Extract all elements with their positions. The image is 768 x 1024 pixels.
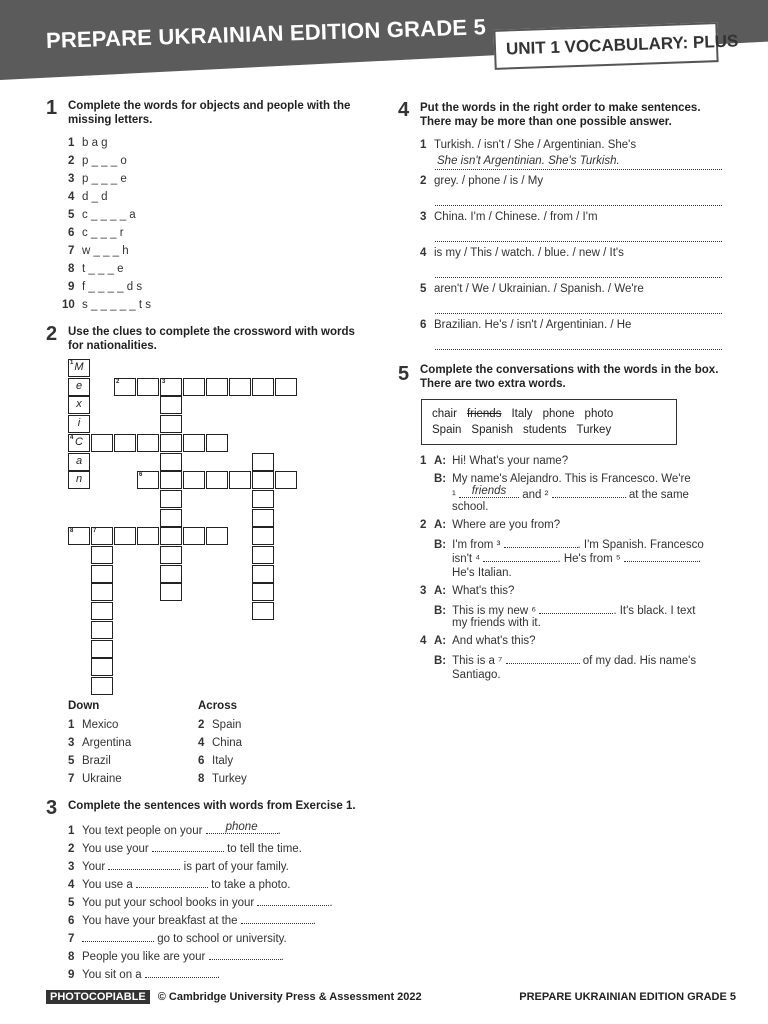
answer-blank[interactable]: [108, 858, 180, 870]
cell-number: 4: [70, 434, 74, 441]
box-word: phone: [542, 408, 575, 420]
answer-line[interactable]: [435, 169, 722, 170]
dialogue-line: [452, 668, 501, 682]
clue-number: 6: [198, 755, 205, 767]
clue-number: 2: [198, 719, 205, 731]
word-box: [421, 399, 677, 445]
clue-text: China: [212, 737, 243, 749]
clue-across: [198, 772, 247, 786]
dialogue-text: . I'm Spanish. Francesco: [577, 539, 704, 551]
sentence-start: You have your breakfast at the: [82, 915, 241, 927]
box-word: chair: [432, 408, 457, 420]
crossword-cell[interactable]: [252, 509, 274, 527]
crossword-cell[interactable]: [252, 527, 274, 545]
crossword-cell[interactable]: [206, 527, 228, 545]
sentence-start: People you like are your: [82, 951, 209, 963]
answer-line[interactable]: [435, 277, 722, 278]
dialogue-text: school.: [452, 501, 489, 513]
sentence-item: [68, 822, 281, 838]
sentence-item: [68, 912, 316, 928]
crossword-cell[interactable]: [68, 453, 90, 471]
speaker-label: A:: [434, 585, 447, 597]
speaker-label: B:: [434, 473, 447, 485]
cell-number: 6: [139, 472, 143, 479]
answer-line[interactable]: [435, 205, 722, 206]
answer-text: friends: [471, 485, 507, 497]
dialogue-line: [452, 566, 512, 580]
dialogue-text: of my dad. His name's: [579, 655, 697, 667]
crossword-cell[interactable]: [68, 396, 90, 414]
cell-number: 2: [116, 378, 120, 385]
crossword-cell[interactable]: [183, 434, 205, 452]
item-number: 2: [68, 155, 75, 167]
exercise-5-instruction: Complete the conversations with the words in the box. There are two extra words.: [420, 364, 719, 390]
sentence-end: go to school or university.: [154, 933, 287, 945]
crossword-cell[interactable]: [229, 471, 251, 489]
clue-text: Mexico: [82, 719, 119, 731]
clue-down: [68, 772, 122, 786]
crossword-cell[interactable]: [252, 453, 274, 471]
clue-text: Spain: [212, 719, 242, 731]
sentence-item: [68, 840, 302, 856]
crossword-cell[interactable]: [68, 415, 90, 433]
item-number: 3: [68, 173, 75, 185]
list-item: [68, 208, 136, 222]
answer-blank[interactable]: [257, 894, 329, 906]
sentence-item: [68, 966, 220, 982]
scramble-item: [420, 318, 631, 332]
word-gaps[interactable]: c _ _ _ r: [82, 227, 124, 239]
item-number: 1: [68, 137, 75, 149]
word-gaps[interactable]: t _ _ _ e: [82, 263, 124, 275]
exercise-4-number: 4: [398, 99, 410, 121]
dialogue-text: ¹: [452, 489, 460, 501]
item-number: 6: [420, 319, 427, 331]
word-gaps[interactable]: p _ _ _ o: [82, 155, 127, 167]
item-number: 4: [420, 247, 427, 259]
crossword-cell[interactable]: [91, 434, 113, 452]
crossword-cell[interactable]: [252, 565, 274, 583]
crossword-cell[interactable]: [160, 583, 182, 601]
scrambled-words: China. I'm / Chinese. / from / I'm: [434, 211, 598, 223]
answer-blank[interactable]: [241, 912, 313, 924]
crossword-cell[interactable]: [91, 621, 113, 639]
dialogue-text: Where are you from?: [452, 519, 561, 531]
sentence-start: Your: [82, 861, 109, 873]
dialogue-text: isn't ⁴: [452, 553, 484, 565]
cell-letter: M: [74, 361, 84, 373]
sentence-item: [68, 930, 287, 946]
dialogue-text: I'm from ³: [452, 539, 504, 551]
list-item: [68, 136, 108, 150]
crossword-cell[interactable]: [160, 565, 182, 583]
clue-number: 5: [68, 755, 75, 767]
dialogue-text: This is a ⁷: [452, 655, 506, 667]
cell-number: 3: [162, 378, 166, 385]
exercise-4-instruction: Put the words in the right order to make sentences. There may be more than one possible answer.: [420, 102, 701, 128]
dialogue-text: This is my new ⁶: [452, 605, 540, 617]
photocopiable-badge: PHOTOCOPIABLE: [46, 990, 150, 1004]
answer-blank[interactable]: [504, 536, 578, 548]
cell-number: 8: [70, 528, 74, 535]
sentence-end: .: [280, 951, 284, 963]
cell-number: 1: [70, 360, 74, 366]
dialogue-text: and ²: [519, 489, 552, 501]
crossword-cell[interactable]: [114, 527, 136, 545]
crossword-cell[interactable]: [183, 471, 205, 489]
speaker-label: A:: [434, 519, 447, 531]
dialogue-line: [434, 652, 696, 668]
answer-blank[interactable]: [506, 652, 580, 664]
answer-line[interactable]: [435, 241, 722, 242]
sentence-item: [68, 876, 290, 892]
sentence-end: .: [216, 969, 221, 981]
scrambled-words: is my / This / watch. / blue. / new / It's: [434, 247, 624, 259]
dialogue-line: [452, 500, 488, 514]
item-number: 4: [68, 879, 75, 891]
crossword-cell[interactable]: [252, 378, 274, 396]
crossword-cell[interactable]: [68, 359, 90, 377]
crossword-cell[interactable]: [160, 490, 182, 508]
speaker-label: B:: [434, 655, 447, 667]
dialogue-text: Hi! What's your name?: [452, 455, 569, 467]
scrambled-words: Turkish. / isn't / She / Argentinian. She's: [434, 139, 637, 151]
clue-number: 4: [198, 737, 205, 749]
clue-across: [198, 736, 242, 750]
clue-down: [68, 718, 118, 732]
exercise-1-number: 1: [46, 97, 58, 119]
speaker-label: B:: [434, 605, 447, 617]
answer-blank[interactable]: [459, 486, 519, 498]
cell-number: 7: [93, 528, 97, 535]
box-word: photo: [584, 408, 614, 420]
crossword-cell[interactable]: [160, 378, 182, 396]
clue-down: [68, 736, 131, 750]
exercise-3-instruction: Complete the sentences with words from Exercise 1.: [68, 800, 356, 812]
clue-down: [68, 754, 111, 768]
clue-text: Ukraine: [82, 773, 122, 785]
sentence-start: You use a: [82, 879, 136, 891]
dialogue-text: . It's black. I text: [613, 605, 696, 617]
sentence-item: [68, 948, 284, 964]
item-number: 3: [420, 585, 427, 597]
word-gaps[interactable]: p _ _ _ e: [82, 173, 127, 185]
answer-blank[interactable]: [152, 840, 224, 852]
clue-text: Italy: [212, 755, 234, 767]
crossword-cell[interactable]: [91, 640, 113, 658]
sentence-item: [68, 894, 333, 910]
item-number: 2: [68, 843, 75, 855]
answer-text: phone: [225, 821, 258, 833]
box-word: friends: [466, 408, 502, 420]
list-item: [68, 262, 124, 276]
crossword-cell[interactable]: [160, 471, 182, 489]
answer-blank[interactable]: [136, 876, 208, 888]
sentence-end: to tell the time.: [223, 843, 302, 855]
answer-blank[interactable]: [552, 486, 626, 498]
crossword-cell[interactable]: [183, 378, 205, 396]
crossword-cell[interactable]: [252, 490, 274, 508]
dialogue-line: [420, 634, 536, 648]
crossword-cell[interactable]: [137, 527, 159, 545]
unit-title: UNIT 1 VOCABULARY: PLUS: [505, 31, 739, 59]
answer-blank[interactable]: [82, 930, 154, 942]
exercise-5-number: 5: [398, 363, 410, 385]
exercise-2-number: 2: [46, 323, 58, 345]
footer-right: PREPARE UKRAINIAN EDITION GRADE 5: [519, 991, 736, 1003]
crossword-cell[interactable]: [252, 471, 274, 489]
clue-number: 1: [68, 719, 75, 731]
scramble-item: [420, 210, 598, 224]
item-number: 5: [68, 209, 75, 221]
list-item: [62, 298, 151, 312]
crossword-cell[interactable]: [114, 434, 136, 452]
crossword-cell[interactable]: [68, 434, 90, 452]
box-word: Spain: [432, 424, 462, 436]
item-number: 8: [68, 263, 75, 275]
answer-line[interactable]: [435, 349, 722, 350]
exercise-2-instruction: Use the clues to complete the crossword with words for nationalities.: [68, 326, 355, 352]
answer-blank[interactable]: [624, 550, 698, 562]
item-number: 4: [68, 191, 75, 203]
crossword-cell[interactable]: [206, 378, 228, 396]
sentence-end: to take a photo.: [207, 879, 291, 891]
crossword-cell[interactable]: [91, 546, 113, 564]
scramble-item: [420, 282, 644, 296]
item-number: 8: [68, 951, 75, 963]
item-number: 5: [420, 283, 427, 295]
crossword-cell[interactable]: [206, 471, 228, 489]
item-number: 6: [68, 227, 75, 239]
dialogue-text: He's Italian.: [452, 567, 512, 579]
crossword-cell[interactable]: [252, 546, 274, 564]
crossword-cell[interactable]: [137, 434, 159, 452]
crossword-cell[interactable]: [183, 527, 205, 545]
answer-blank[interactable]: [483, 550, 557, 562]
list-item: [68, 172, 127, 186]
crossword-cell[interactable]: [160, 546, 182, 564]
scramble-item: [420, 246, 624, 260]
sentence-start: You text people on your: [82, 825, 206, 837]
item-number: 9: [68, 281, 75, 293]
item-number: 3: [420, 211, 427, 223]
scrambled-words: Brazilian. He's / isn't / Argentinian. / He: [434, 319, 632, 331]
across-heading: Across: [198, 700, 237, 712]
cell-letter: C: [75, 435, 83, 448]
crossword-cell[interactable]: [160, 509, 182, 527]
item-number: 1: [68, 825, 75, 837]
speaker-label: A:: [434, 455, 447, 467]
crossword-cell[interactable]: [68, 378, 90, 396]
box-word: Italy: [511, 408, 533, 420]
crossword-cell[interactable]: [160, 434, 182, 452]
scrambled-words: grey. / phone / is / My: [434, 175, 544, 187]
clue-text: Argentina: [82, 737, 132, 749]
crossword-cell[interactable]: [206, 434, 228, 452]
word-gaps[interactable]: w _ _ _ h: [82, 245, 129, 257]
clue-number: 8: [198, 773, 205, 785]
list-item: [68, 244, 129, 258]
item-number: 5: [68, 897, 75, 909]
word-box-row-2: [432, 424, 621, 436]
sample-answer: She isn't Argentinian. She's Turkish.: [437, 155, 620, 167]
item-number: 2: [420, 519, 427, 531]
dialogue-text: What's this?: [452, 585, 515, 597]
footer-left: [46, 991, 422, 1003]
word-gaps[interactable]: b a g: [82, 137, 108, 149]
box-word: Spanish: [471, 424, 513, 436]
crossword-cell[interactable]: [160, 453, 182, 471]
word-gaps[interactable]: d _ d: [82, 191, 108, 203]
dialogue-text: . He's from ⁵: [557, 553, 624, 565]
sentence-start: You sit on a: [82, 969, 145, 981]
clue-across: [198, 718, 241, 732]
crossword-cell[interactable]: [91, 527, 113, 545]
list-item: [68, 154, 127, 168]
list-item: [68, 190, 108, 204]
clue-number: 3: [68, 737, 75, 749]
crossword-cell[interactable]: [160, 527, 182, 545]
answer-blank[interactable]: [539, 602, 613, 614]
sentence-end: .: [312, 915, 316, 927]
item-number: 1: [420, 455, 427, 467]
sentence-end: .: [277, 825, 281, 837]
crossword-cell[interactable]: [137, 378, 159, 396]
dialogue-line: [420, 454, 568, 468]
exercise-3-number: 3: [46, 797, 58, 819]
sentence-end: .: [329, 897, 333, 909]
down-heading: Down: [68, 700, 100, 712]
dialogue-text: my friends with it.: [452, 617, 541, 629]
dialogue-text: Santiago.: [452, 669, 501, 681]
crossword-cell[interactable]: [91, 583, 113, 601]
unit-label-box: [493, 22, 739, 70]
crossword-cell[interactable]: [91, 677, 113, 695]
speaker-label: A:: [434, 635, 447, 647]
clue-text: Brazil: [82, 755, 111, 767]
word-gaps[interactable]: f _ _ _ _ d s: [82, 281, 143, 293]
dialogue-text: .: [697, 553, 702, 565]
dialogue-text: My name's Alejandro. This is Francesco. We're: [452, 473, 691, 485]
answer-blank[interactable]: [209, 948, 281, 960]
scramble-item: [420, 138, 636, 152]
crossword-cell[interactable]: [91, 658, 113, 676]
exercise-1-instruction: Complete the words for objects and people with the missing letters.: [68, 100, 351, 126]
speaker-label: B:: [434, 539, 447, 551]
item-number: 10: [62, 299, 75, 311]
answer-line[interactable]: [435, 313, 722, 314]
crossword-cell[interactable]: [275, 471, 297, 489]
crossword-cell[interactable]: [91, 565, 113, 583]
clue-number: 7: [68, 773, 75, 785]
word-gaps[interactable]: c _ _ _ _ a: [82, 209, 136, 221]
copyright-text: © Cambridge University Press & Assessment 2022: [157, 991, 422, 1003]
crossword-cell[interactable]: [252, 583, 274, 601]
box-word: Turkey: [576, 424, 612, 436]
page-title: PREPARE UKRAINIAN EDITION GRADE 5: [45, 14, 487, 53]
dialogue-line: [452, 616, 541, 630]
crossword-cell[interactable]: [114, 378, 136, 396]
clue-across: [198, 754, 233, 768]
word-gaps[interactable]: s _ _ _ _ _ t s: [82, 299, 152, 311]
crossword-cell[interactable]: [252, 602, 274, 620]
item-number: 1: [420, 139, 427, 151]
dialogue-line: [452, 550, 701, 566]
scrambled-words: aren't / We / Ukrainian. / Spanish. / We're: [434, 283, 644, 295]
answer-blank[interactable]: [206, 822, 278, 834]
word-box-row-1: [432, 408, 623, 420]
crossword-cell[interactable]: [229, 378, 251, 396]
dialogue-text: at the same: [625, 489, 689, 501]
item-number: 3: [68, 861, 75, 873]
crossword-cell[interactable]: [68, 471, 90, 489]
crossword-cell[interactable]: [68, 527, 90, 545]
scramble-item: [420, 174, 543, 188]
item-number: 7: [68, 933, 75, 945]
item-number: 6: [68, 915, 75, 927]
crossword-cell[interactable]: [160, 415, 182, 433]
cell-letter: i: [77, 417, 81, 430]
box-word: students: [522, 424, 567, 436]
item-number: 2: [420, 175, 427, 187]
cell-letter: e: [75, 379, 83, 392]
sentence-start: You use your: [82, 843, 152, 855]
answer-blank[interactable]: [145, 966, 217, 978]
dialogue-line: [420, 518, 560, 532]
cell-letter: n: [75, 473, 83, 486]
item-number: 7: [68, 245, 75, 257]
crossword-cell[interactable]: [275, 378, 297, 396]
dialogue-line: [420, 584, 514, 598]
list-item: [68, 226, 124, 240]
dialogue-text: And what's this?: [452, 635, 536, 647]
sentence-end: is part of your family.: [180, 861, 289, 873]
clue-text: Turkey: [212, 773, 247, 785]
sentence-start: You put your school books in your: [82, 897, 258, 909]
sentence-item: [68, 858, 289, 874]
list-item: [68, 280, 142, 294]
item-number: 4: [420, 635, 427, 647]
cell-letter: a: [75, 454, 83, 467]
crossword-cell[interactable]: [160, 396, 182, 414]
item-number: 9: [68, 969, 75, 981]
cell-letter: x: [76, 398, 82, 411]
crossword-cell[interactable]: [91, 602, 113, 620]
crossword-cell[interactable]: [137, 471, 159, 489]
